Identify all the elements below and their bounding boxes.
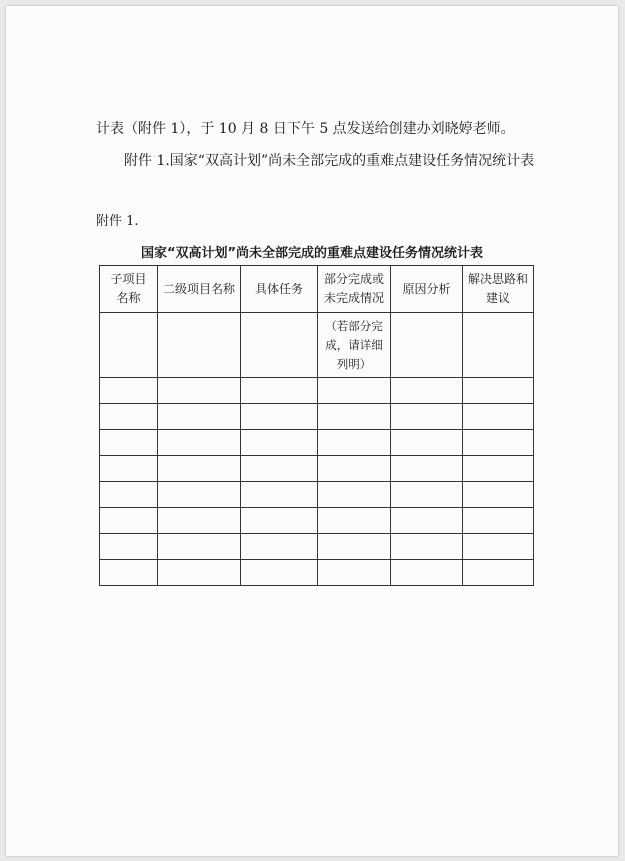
table-cell	[241, 508, 318, 534]
table-cell	[241, 378, 318, 404]
table-row	[100, 404, 534, 430]
table-cell	[463, 404, 534, 430]
table-cell	[463, 313, 534, 378]
table-cell	[391, 560, 463, 586]
table-cell	[463, 378, 534, 404]
table-cell	[463, 534, 534, 560]
table-cell	[391, 482, 463, 508]
table-cell	[100, 404, 158, 430]
header-completion-status: 部分完成或 未完成情况	[318, 266, 391, 313]
table-row	[100, 560, 534, 586]
paragraph-line-1: 计表（附件 1），于 10 月 8 日下午 5 点发送给创建办刘晓婷老师。	[96, 121, 515, 137]
table-row	[100, 378, 534, 404]
table-row	[100, 482, 534, 508]
table-cell	[391, 456, 463, 482]
table-cell	[463, 560, 534, 586]
header-sub-project-name: 子项目 名称	[100, 266, 158, 313]
attachment-label: 附件 1.	[96, 214, 139, 229]
statistics-table	[99, 265, 534, 586]
table-cell	[158, 482, 241, 508]
table-cell	[241, 534, 318, 560]
table-cell	[463, 482, 534, 508]
table-cell	[318, 534, 391, 560]
table-title: 国家“双高计划”尚未全部完成的重难点建设任务情况统计表	[140, 246, 484, 261]
table-cell	[100, 430, 158, 456]
table-row	[100, 456, 534, 482]
table-cell	[391, 534, 463, 560]
table-cell	[391, 508, 463, 534]
table-cell	[391, 430, 463, 456]
table-cell	[241, 560, 318, 586]
table-cell	[241, 313, 318, 378]
table-cell	[158, 378, 241, 404]
table-row	[100, 534, 534, 560]
table-cell	[100, 313, 158, 378]
table-cell	[318, 508, 391, 534]
table-cell	[158, 508, 241, 534]
table-cell	[241, 456, 318, 482]
table-cell	[100, 482, 158, 508]
table-cell	[100, 534, 158, 560]
table-cell	[241, 482, 318, 508]
table-cell	[463, 430, 534, 456]
table-cell	[158, 430, 241, 456]
table-cell	[318, 560, 391, 586]
table-row	[100, 430, 534, 456]
completion-note-cell: （若部分完 成，请详细 列明）	[318, 313, 391, 378]
table-cell	[463, 456, 534, 482]
table-cell	[158, 313, 241, 378]
table-cell	[100, 456, 158, 482]
table-header-row	[100, 266, 534, 313]
table-cell	[241, 430, 318, 456]
table-row	[100, 313, 534, 378]
table-row	[100, 508, 534, 534]
table-cell	[158, 456, 241, 482]
table-cell	[318, 456, 391, 482]
header-cause-analysis: 原因分析	[391, 266, 463, 313]
table-cell	[158, 404, 241, 430]
table-cell	[318, 404, 391, 430]
document-page	[6, 6, 618, 856]
table-cell	[318, 482, 391, 508]
header-secondary-project-name: 二级项目名称	[158, 266, 241, 313]
header-specific-task: 具体任务	[241, 266, 318, 313]
table-cell	[463, 508, 534, 534]
table-cell	[391, 378, 463, 404]
table-cell	[158, 534, 241, 560]
table-cell	[100, 378, 158, 404]
table-cell	[241, 404, 318, 430]
table-cell	[158, 560, 241, 586]
table-cell	[318, 378, 391, 404]
table-cell	[100, 508, 158, 534]
table-cell	[391, 404, 463, 430]
table-cell	[318, 430, 391, 456]
paragraph-line-2: 附件 1.国家“双高计划”尚未全部完成的重难点建设任务情况统计表	[124, 153, 535, 169]
table-cell	[391, 313, 463, 378]
header-solution-suggestions: 解决思路和 建议	[463, 266, 534, 313]
table-cell	[100, 560, 158, 586]
